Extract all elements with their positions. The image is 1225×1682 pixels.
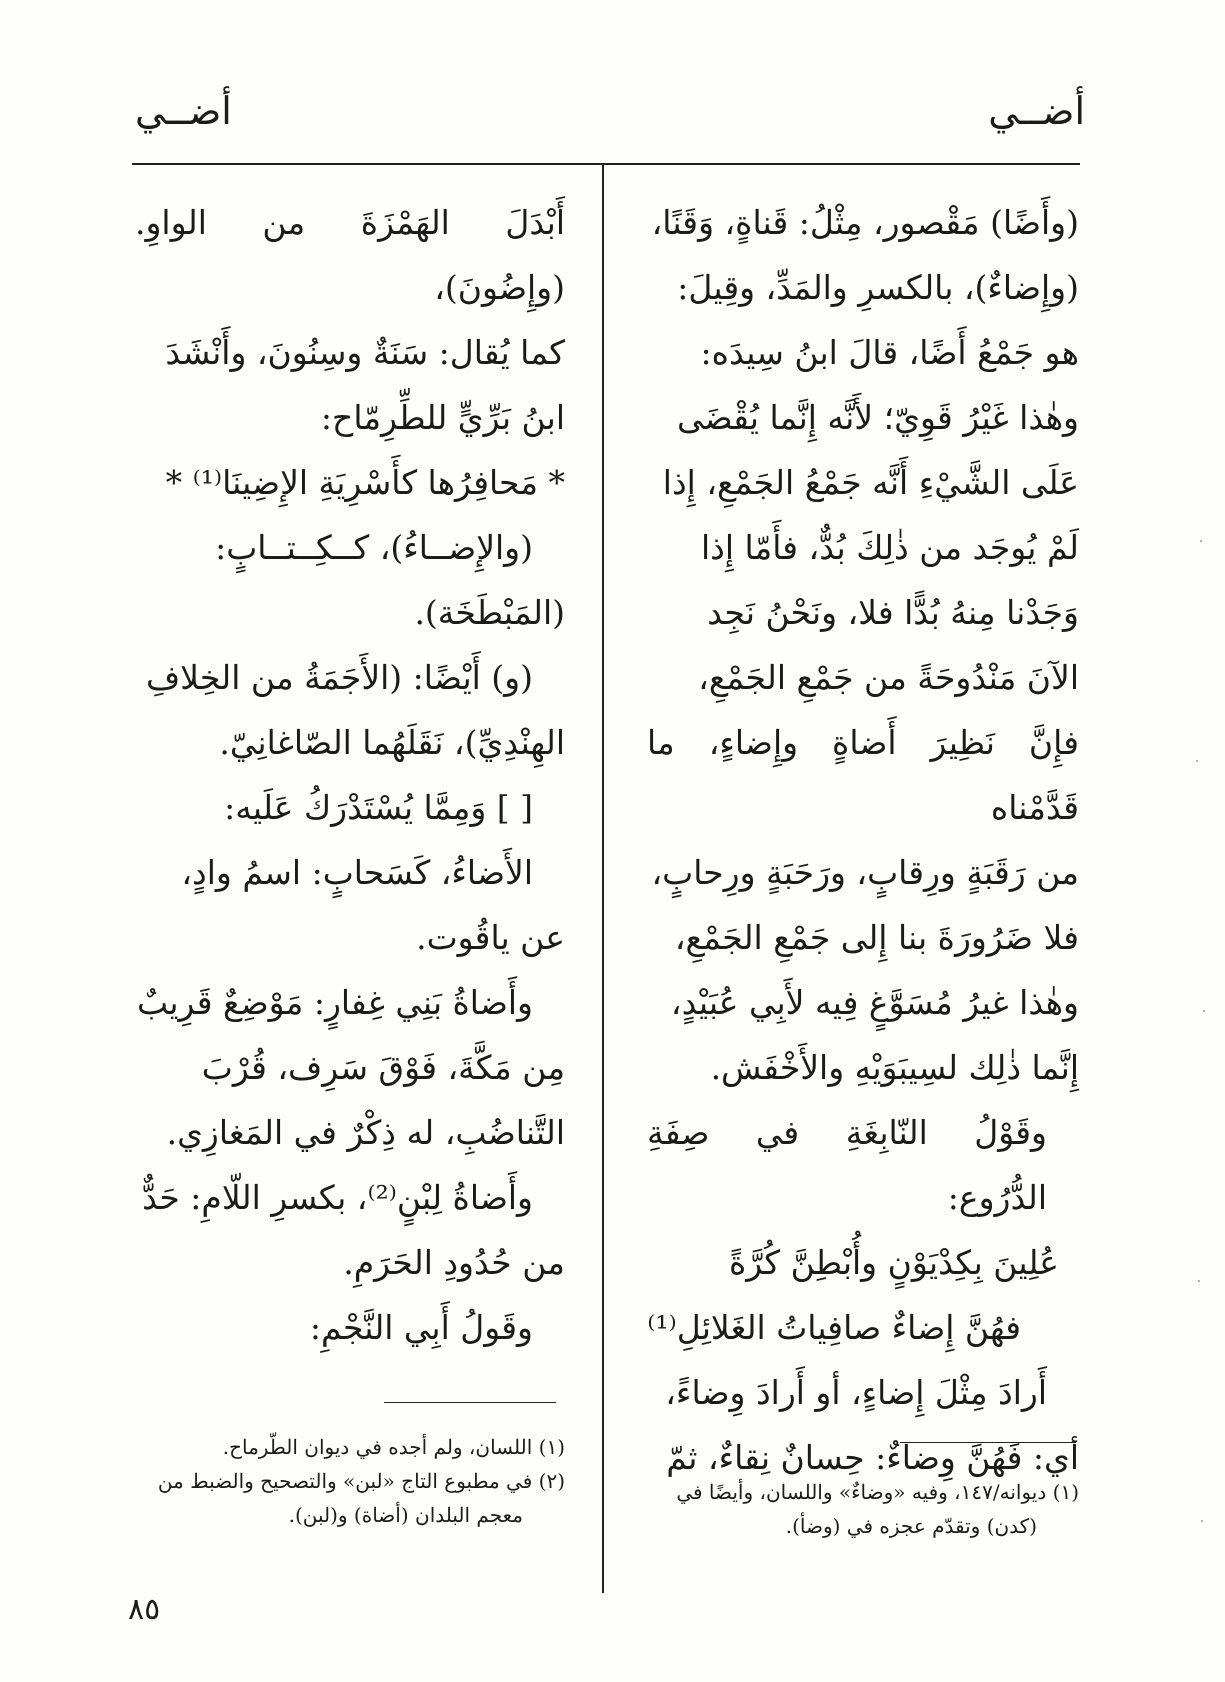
- text-line: مِن مَكَّةَ، فَوْقَ سَرِف، قُرْبَ: [201, 1048, 565, 1087]
- text-line: أَرادَ مِثْلَ إِضاءٍ، أو أَرادَ وِضاءً،: [665, 1373, 1047, 1412]
- text-line: ابنُ بَرِّيٍّ للطِّرِمّاح:: [320, 398, 565, 437]
- footnotes-left: [135, 1430, 565, 1532]
- footnote-continuation: (كدن) وتقدّم عجزه في (وضأ).: [785, 1514, 1037, 1538]
- text-line: (المَبْطَخَة).: [414, 593, 565, 632]
- text-line: وَجَدْنا مِنهُ بُدًّا فلا، ونَحْنُ نَجِد: [707, 593, 1079, 632]
- text-line: كما يُقال: سَنَةٌ وسِنُونَ، وأَنْشَدَ: [165, 333, 565, 372]
- text-line: أي: فَهُنَّ وِضاءٌ: حِسانٌ نِقاءٌ، ثمّ: [666, 1438, 1079, 1477]
- text-line: (وإِضاءٌ)، بالكسرِ والمَدِّ، وقِيلَ:: [677, 268, 1079, 307]
- text-line: وقَولُ أَبِي النَّجْمِ:: [309, 1308, 533, 1347]
- text-line: [ ] وَمِمَّا يُسْتَدْرَكُ عَلَيه:: [224, 788, 533, 827]
- scan-speck: [1196, 760, 1198, 762]
- left-column: [135, 190, 565, 1360]
- text-line: فلا ضَرُورَةَ بنا إِلى جَمْعِ الجَمْعِ،: [674, 918, 1079, 957]
- text-line: وقَوْلُ النّابِغَةِ في صِفَةِ الدُّرُوع:: [647, 1113, 1047, 1217]
- right-column: [647, 190, 1079, 1490]
- text-line: الأَضاءُ، كَسَحابٍ: اسمُ وادٍ،: [181, 853, 533, 892]
- page-number: ٨٥: [128, 1592, 161, 1627]
- text-line: (والإِضــاءُ)، كــكِــتــابٍ:: [215, 528, 533, 567]
- text-line: إِنَّما ذٰلِك لسِيبَوَيْهِ والأَخْفَش.: [710, 1048, 1079, 1087]
- text-line: من حُدُودِ الحَرَمِ.: [343, 1243, 565, 1282]
- footnote-continuation: معجم البلدان (أضاة) و(لبن).: [288, 1503, 523, 1527]
- scan-speck: [1198, 1280, 1200, 1282]
- scan-speck: [1201, 1520, 1203, 1522]
- verse-line: فهُنَّ إِضاءٌ صافِياتُ الغَلائِلِ⁽¹⁾: [647, 1308, 1021, 1347]
- text-line: التَّناضُبِ، له ذِكْرٌ في المَغازِي.: [166, 1113, 565, 1152]
- footnote-rule-left: [384, 1402, 556, 1403]
- text-line: من رَقَبَةٍ ورِقابٍ، ورَحَبَةٍ ورِحابٍ،: [651, 853, 1079, 892]
- scan-speck: [1200, 540, 1202, 542]
- header-rule: [132, 163, 1080, 165]
- text-line: أَبْدَلَ الهَمْزَةَ من الواوِ. (وإِضُونَ)،: [135, 203, 565, 307]
- running-head-right: أضــي: [988, 89, 1085, 133]
- footnote: (٢) في مطبوع التاج «لبن» والتصحيح والضبط من: [157, 1469, 565, 1493]
- text-line: (وأَضًا) مَقْصور، مِثْلُ: قَناةٍ، وَقَنًا،: [651, 203, 1079, 242]
- text-line: لَمْ يُوجَد من ذٰلِكَ بُدٌّ، فأَمّا إِذا: [700, 528, 1079, 567]
- footnotes-right: [643, 1475, 1079, 1543]
- verse-line: * مَحافِرُها كأَسْرِيَةِ الإِضِينَا⁽¹⁾ *: [165, 463, 565, 502]
- text-line: وأَضاةُ لِبْنٍ⁽²⁾، بكسرِ اللّامِ: حَدٌّ: [142, 1178, 533, 1217]
- text-line: فإِنَّ نَظِيرَ أَضاةٍ وإِضاءٍ، ما قَدَّمْناه: [647, 723, 1079, 827]
- text-line: عَلَى الشَّيْءِ أَنَّه جَمْعُ الجَمْعِ، إِذا: [662, 463, 1079, 502]
- text-line: وأَضاةُ بَنِي غِفارٍ: مَوْضِعٌ قَرِيبٌ: [136, 983, 533, 1022]
- text-line: وهٰذا غَيْرُ قَوِيّ؛ لأَنَّه إِنَّما يُقْضَى: [676, 398, 1079, 437]
- text-line: وهٰذا غيرُ مُسَوَّغٍ فِيه لأَبِي عُبَيْدٍ،: [670, 983, 1079, 1022]
- text-line: الآنَ مَنْدُوحَةً من جَمْعِ الجَمْعِ،: [698, 658, 1079, 697]
- footnote: (١) اللسان، ولم أجده في ديوان الطّرماح.: [222, 1435, 565, 1459]
- running-head-left: أضــي: [135, 89, 232, 133]
- text-line: (و) أَيْضًا: (الأَجَمَةُ من الخِلافِ: [145, 658, 533, 697]
- verse-line: عُلِينَ بِكِدْيَوْنٍ وأُبْطِنَّ كُرَّةً: [728, 1243, 1059, 1282]
- footnote-rule-right: [900, 1442, 1076, 1443]
- text-line: هو جَمْعُ أَضًا، قالَ ابنُ سِيدَه:: [700, 333, 1079, 372]
- text-line: الهِنْدِيِّ)، نَقَلَهُما الصّاغانِيّ.: [219, 723, 565, 762]
- scan-speck: [1203, 1010, 1205, 1012]
- text-line: عن ياقُوت.: [416, 918, 565, 957]
- column-divider: [602, 163, 604, 1593]
- footnote: (١) ديوانه/١٤٧، وفيه «وضاءٌ» واللسان، وأيضًا في: [676, 1480, 1079, 1504]
